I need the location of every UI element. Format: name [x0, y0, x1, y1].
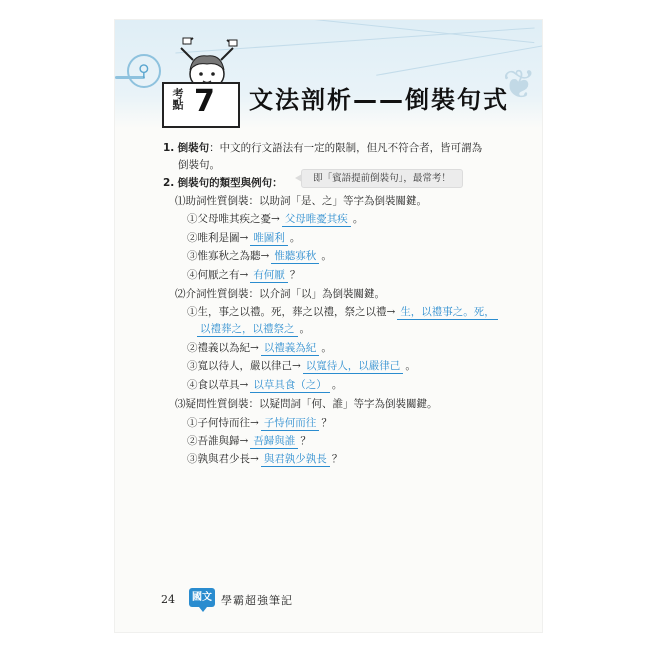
topic-number: 7: [194, 84, 215, 119]
subject-badge: 國文: [189, 588, 215, 607]
section-1-term: 倒裝句: [177, 142, 210, 154]
section-2-number: 2.: [163, 177, 175, 189]
subsection-1-title: ⑴助詞性質倒裝：以助詞「是、之」等字為倒裝關鍵。: [175, 195, 427, 207]
example-end: ？: [321, 417, 332, 429]
example-answer: 吾歸與誰: [250, 435, 298, 449]
example-answer: 以禮葬之，以禮祭之: [197, 323, 298, 337]
book-title: 學霸超強筆記: [221, 594, 293, 607]
section-1-continued: 倒裝句。: [178, 159, 220, 171]
example-question: ②吾誰與歸→: [187, 435, 249, 447]
example-answer: 有何厭: [250, 269, 288, 283]
example-answer: 生，以禮事之。死，: [397, 306, 498, 320]
page-title: 文法剖析——倒裝句式: [249, 86, 509, 114]
example-question: ②禮義以為紀→: [187, 342, 259, 354]
example-answer: 以寬待人，以嚴律己: [303, 360, 404, 374]
example-question: ③惟寡秋之為聽→: [187, 250, 270, 262]
example-end: ？: [300, 435, 311, 447]
example-question: ④何厭之有→: [187, 269, 249, 281]
example-question: ④食以草具→: [187, 379, 249, 391]
example-answer: 唯圖利: [250, 232, 288, 246]
example-answer: 父母唯憂其疾: [282, 213, 351, 227]
example-end: ？: [289, 269, 301, 281]
book-page: [115, 20, 542, 632]
example-row: [187, 249, 332, 264]
example-question: ①生，事之以禮。死，葬之以禮，祭之以禮→: [187, 306, 396, 318]
example-end: ？: [331, 453, 343, 465]
example-row: [187, 305, 500, 320]
example-end: 。: [321, 342, 332, 354]
example-row: [187, 359, 416, 374]
example-answer: 惟聽寡秋: [271, 250, 319, 264]
example-question: ①父母唯其疾之憂→: [187, 213, 280, 225]
example-end: 。: [299, 323, 310, 335]
section-2-heading: [163, 176, 283, 190]
section-1-text: ：中文的行文語法有一定的限制，但凡不符合者，皆可謂為: [209, 142, 483, 154]
callout-note: 即「賓語提前倒裝句」，最常考！: [301, 169, 463, 188]
section-1-number: 1.: [163, 142, 175, 154]
example-end: 。: [352, 213, 364, 225]
example-row: [187, 434, 311, 449]
example-row: [187, 268, 300, 283]
example-row: [187, 378, 342, 393]
section-1: [163, 141, 482, 155]
example-answer: 子恃何而往: [261, 417, 320, 431]
example-row: [187, 231, 300, 246]
section-2-title: 倒裝句的類型與例句：: [177, 177, 283, 189]
subsection-2-title: ⑵介詞性質倒裝：以介詞「以」為倒裝關鍵。: [175, 288, 385, 300]
example-end: 。: [321, 250, 332, 262]
person-logo-icon: ⚲: [127, 54, 161, 88]
topic-number-badge: [162, 82, 240, 128]
subsection-3-title: ⑶疑問性質倒裝：以疑問詞「何、誰」等字為倒裝關鍵。: [175, 398, 438, 410]
example-question: ③寬以待人，嚴以律己→: [187, 360, 301, 372]
example-row: [187, 341, 332, 356]
example-row: [187, 452, 342, 467]
example-row: [187, 212, 363, 227]
example-answer: 以禮義為紀: [261, 342, 320, 356]
page-number: 24: [161, 593, 175, 606]
plant-decoration-icon: ❦: [502, 62, 536, 108]
example-row: [187, 416, 332, 431]
example-end: 。: [289, 232, 301, 244]
example-question: ②唯利是圖→: [187, 232, 249, 244]
example-answer: 以草具食（之）: [250, 379, 330, 393]
example-question: ③孰與君少長→: [187, 453, 259, 465]
topic-label: 考點: [171, 88, 184, 110]
example-question: ①子何恃而往→: [187, 417, 259, 429]
example-end: 。: [331, 379, 343, 391]
example-row-continued: [195, 322, 310, 337]
example-end: 。: [405, 360, 416, 372]
example-answer: 與君孰少孰長: [261, 453, 330, 467]
